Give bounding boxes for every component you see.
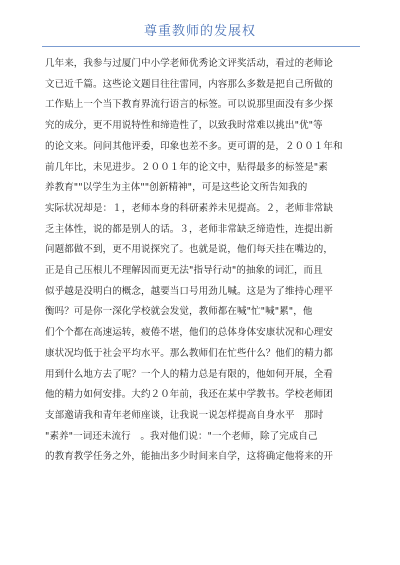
document-title: 尊重教师的发展权 — [143, 24, 256, 39]
body-line: 正是自己压根儿不理解因而更无法"指导行动"的抽象的词汇，而且 — [45, 265, 323, 276]
body-line: 究的成分，更不用说特性和缔造性了，以致我时常难以挑出"优"等 — [45, 120, 323, 132]
body-line: 康状况均低于社会平均水平。那么教师们在忙些什么？他们的精力都 — [45, 347, 334, 359]
body-line: 文已近千篇。这些论文题目往往雷同，内容那么多数是把自己所做的 — [45, 78, 334, 90]
body-line: 用到什么地方去了呢？一个人的精力总是有限的，他如何开展，全看 — [45, 368, 334, 380]
title-underline — [42, 46, 360, 47]
body-line: 工作贴上一个当下教育界流行语言的标签。可以说那里面没有多少探 — [45, 99, 334, 111]
body-line: 们个个都在高速运转，疲倦不堪，他们的总体身体安康状况和心理安 — [45, 327, 334, 339]
body-line: 养教育""以学生为主体""创新精神"，可是这些论文所告知我的 — [45, 182, 308, 194]
body-line: 支部邀请我和青年老师座谈，让我说一说怎样提高自身水平 那时 — [45, 409, 324, 421]
body-line: 实际状况却是：１，老师本身的科研素养未见提高。２，老师非常缺 — [45, 202, 334, 214]
body-line: "素养"一词还未流行 。我对他们说："一个老师，除了完成自己 — [45, 430, 318, 442]
body-line: 乏主体性，说的都是别人的话。３，老师非常缺乏缔造性，连提出新 — [45, 223, 334, 235]
body-line: 几年来，我参与过厦门中小学老师优秀论文评奖活动，看过的老师论 — [45, 58, 334, 69]
body-line: 前几年比，未见进步。２００１年的论文中，贴得最多的标签是"素 — [45, 161, 328, 173]
body-line: 的教育教学任务之外，能抽出多少时间来自学，这将确定他将来的开 — [45, 451, 334, 463]
body-line: 他的精力如何安排。大约２０年前，我还在某中学教书。学校老师团 — [45, 389, 334, 401]
body-line: 似乎越是没明白的概念，越要当口号用劲儿喊。这是为了维持心理平 — [45, 285, 334, 297]
body-line: 问题都做不到，更不用说探究了。也就是说，他们每天挂在嘴边的， — [45, 244, 334, 256]
body-line: 衡吗？可是你一深化学校就会发觉，教师都在喊"忙"喊"累"，他 — [45, 306, 313, 318]
body-line: 的论文来。问问其他评委，印象也差不多。更可谓的是，２００１年和 — [45, 140, 343, 152]
